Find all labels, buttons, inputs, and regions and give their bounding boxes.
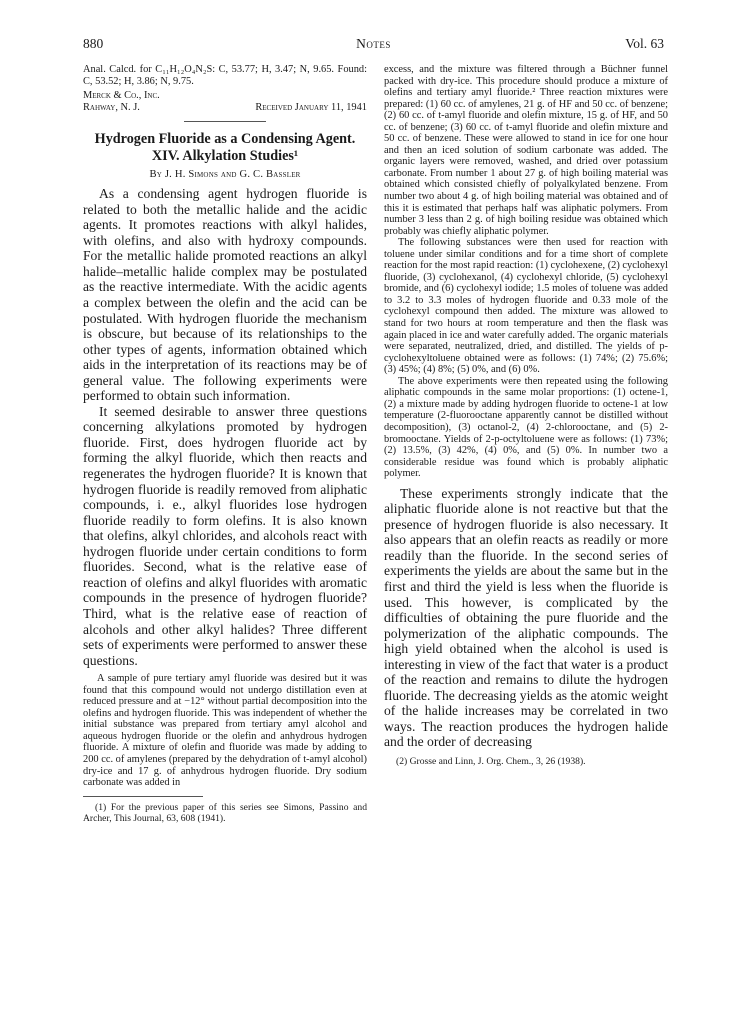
left-column bbox=[83, 64, 367, 824]
affiliation-company: Merck & Co., Inc. bbox=[83, 90, 160, 102]
footnote-divider bbox=[83, 796, 203, 797]
article-authors: By J. H. Simons and G. C. Bassler bbox=[149, 169, 301, 181]
experiment-one-paragraph: A sample of pure tertiary amyl fluoride was desired but it was found that this compound would not undergo distillation even at reduced pressure and at −12° without partial decomposition into the olefins and hydrogen fluoride. This was independent of whether the initial substance was prepared from tertiary amyl alcohol and aqueous hydrogen fluoride or the olefin and anhydrous hydrogen fluoride. A mixture of olefin and fluoride was made by adding to 200 cc. of amylenes (prepared by the dehydration of t-amyl alcohol) dry-ice and 17 g. of anhydrous hydrogen fluoride. Dry sodium carbonate was added in bbox=[83, 673, 367, 789]
analysis-line: Anal. Calcd. for C₁₁H₁₂O₄N₂S: C, 53.77; H, 3.47; N, 9.65. Found: C, 53.52; H, 3.86; N, 9.75. bbox=[83, 64, 367, 87]
section-divider bbox=[184, 121, 266, 122]
page-number: 880 bbox=[83, 36, 104, 51]
footnote-2: (2) Grosse and Linn, J. Org. Chem., 3, 26 (1938). bbox=[396, 755, 586, 767]
running-header bbox=[83, 36, 664, 54]
affiliation-city: Rahway, N. J. bbox=[83, 101, 140, 113]
experiment-three-paragraph: The above experiments were then repeated using the following aliphatic compounds in the same molar proportions: (1) octene-1, (2) a mixture made by adding hydrogen fluoride to octene-1 at low temperature (2-fluorooctane apparently cannot be distilled without decomposition), (3) octanol-2, (4) 2-chlorooctane, and (5) 2-bromooctane. Yields of 2-p-octyltoluene were as follows: (1) 73%; (2) 13.5%, (3) 42%, (4) 0%, and (5) 0%. In number two a considerable residue was found which is probably aliphatic polymer. bbox=[384, 375, 668, 480]
article-title-line2: XIV. Alkylation Studies¹ bbox=[151, 147, 299, 164]
footnote-1: (1) For the previous paper of this series see Simons, Passino and Archer, This Journal, 63, 608 (1941). bbox=[83, 801, 367, 824]
right-column bbox=[384, 64, 668, 767]
volume-label: Vol. 63 bbox=[625, 36, 664, 51]
article-title-line1: Hydrogen Fluoride as a Condensing Agent. bbox=[94, 131, 356, 148]
discussion-paragraph: These experiments strongly indicate that the aliphatic fluoride alone is not reactive but that the presence of hydrogen fluoride is also necessary. It also appears that an olefin reacts as readily or more readily than the fluoride. In the second series of experiments the yields are about the same but in the first and third the yield is less when the fluoride is used. This however, is complicated by the difficulties of obtaining the pure fluoride and the polymerization of the aliphatic compounds. The high yield obtained when the alcohol is used is interesting in view of the fact that water is a product of the reaction and remains to dilute the hydrogen fluoride. The decreasing yields as the atomic weight of the halide increases may be correlated in two ways. The reaction produces the hydrogen halide and the order of decreasing bbox=[384, 485, 668, 750]
received-date: Received January 11, 1941 bbox=[255, 101, 367, 113]
experiment-one-continued: excess, and the mixture was filtered through a Büchner funnel packed with dry-ice. This procedure should produce a mixture of olefins and tertiary amyl fluoride.² Three reaction mixtures were prepared: (1) 60 cc. of amylenes, 21 g. of HF and 50 cc. of benzene; (2) 60 cc. of t-amyl fluoride and olefin mixture, 15 g. of HF, and 50 cc. of benzene; (3) 60 cc. of t-amyl fluoride and olefin mixture and 50 cc. of benzene. These were allowed to stand in ice for one hour and then an iced solution of sodium carbonate was added. The organic layers were removed, washed, and dried over potassium carbonate. From number 1 about 27 g. of high boiling material was obtained which consisted chiefly of polyalkylated benzene. From number two about 4 g. of high boiling material was obtained and of this it is estimated that perhaps half was aliphatic polymers. From number 3 less than 2 g. of high boiling residue was obtained which probably was chiefly aliphatic polymer. bbox=[384, 64, 668, 237]
intro-paragraph: As a condensing agent hydrogen fluoride is related to both the metallic halide and the acidic agents. It promotes reactions with alkyl halides, with olefins, and also with hydroxy compounds. For the metallic halide promoted reactions an alkyl halide–metallic halide complex may be postulated as the reactive intermediate. With the acidic agents a complex between the olefin and the acid can be postulated. With hydrogen fluoride the mechanism is obscure, but because of its relationships to the other types of agents, information obtained which aids in the interpretation of its reactions may be of general value. The following experiments were performed to obtain such information. bbox=[83, 186, 367, 404]
section-title: Notes bbox=[356, 36, 391, 51]
questions-paragraph: It seemed desirable to answer three questions concerning alkylations promoted by hydrogen fluoride. First, does hydrogen fluoride act by forming the alkyl fluoride, which then reacts and regenerates the hydrogen fluoride? It is known that hydrogen fluoride is readily removed from aliphatic compounds, i. e., alkyl fluorides lose hydrogen fluoride readily to form olefins. It is also known that olefins, alkyl chlorides, and alcohols react with hydrogen fluoride under certain conditions to form fluorides. Second, what is the relative ease of reaction of olefins and alkyl fluorides with aromatic compounds in the presence of hydrogen fluoride? Third, what is the relative ease of reaction of alcohols and other alkyl halides? Three different sets of experiments were performed to answer these questions. bbox=[83, 403, 367, 668]
experiment-two-paragraph: The following substances were then used for reaction with toluene under similar conditions and for a time short of complete reaction for the most rapid reaction: (1) cyclohexene, (2) cyclohexyl fluoride, (3) cyclohexanol, (4) cyclohexyl chloride, (5) cyclohexyl bromide, and (6) cyclohexyl iodide; 1.5 moles of toluene was added to 3.2 to 3.3 moles of hydrogen fluoride and 0.33 mole of the cyclohexyl compound then added. The mixture was allowed to stand for two hours at room temperature and then the flask was again placed in ice and water carefully added. The organic materials were separated, neutralized, dried, and distilled. The yields of p-cyclohexyltoluene obtained were as follows: (1) 74%; (2) 75.6%; (3) 45%; (4) 8%; (5) 0%, and (6) 0%. bbox=[384, 237, 668, 376]
affiliation-row bbox=[83, 102, 367, 114]
